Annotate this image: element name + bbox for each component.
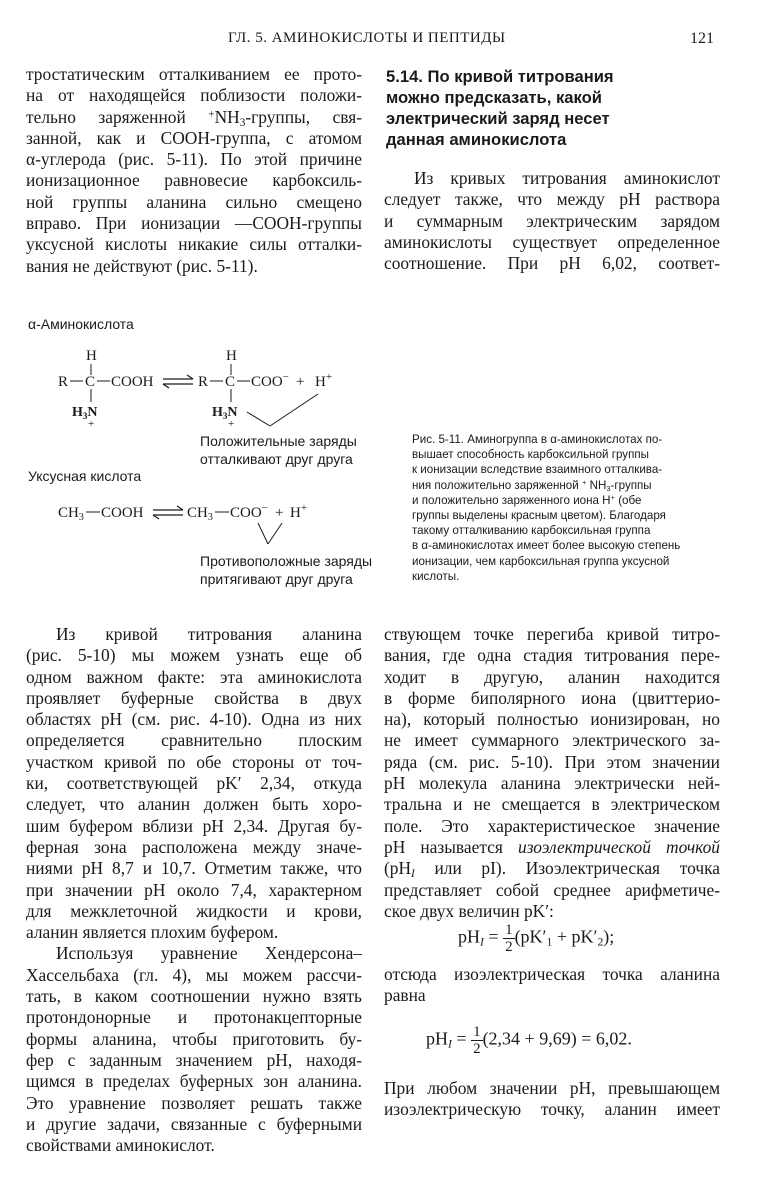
text-line: тростатическим отталкиванием ее прото- (26, 64, 362, 84)
plus-charge: + (228, 418, 235, 430)
plus-charge: + (88, 418, 95, 430)
text-line: следует также, что между pH раствора (384, 189, 720, 210)
text-line: Из кривых титрования аминокислот (414, 168, 720, 188)
text-line: ионизационное равновесие карбоксиль- (26, 170, 362, 191)
bottom-right-end (384, 1078, 720, 1121)
text-line: соотношение. При pH 6,02, соответ- (384, 253, 720, 274)
text-line: на от находящейся поблизости положи- (26, 85, 362, 106)
h-atom: H (226, 348, 237, 364)
text-line: определяется сравнительно плоским (26, 730, 362, 751)
text-line: Это уравнение позволяет решать также (26, 1092, 362, 1113)
running-header: ГЛ. 5. АМИНОКИСЛОТЫ И ПЕПТИДЫ (228, 30, 506, 46)
h-ion: H+ (315, 371, 333, 390)
text-line: Из кривой титрования аланина (56, 624, 362, 644)
positive-charges-label: Положительные заряды отталкивают друг друга (200, 433, 357, 467)
text-line: областях pH (см. рис. 4-10). Одна из них (26, 709, 362, 730)
text-line: аминокислоты существует определенное (384, 231, 720, 252)
text-line: вания, где одна стадия титрования пере- (384, 645, 720, 666)
ch3-group: $CH_3$ (58, 505, 84, 523)
text-line: и суммарным электрическим зарядом (384, 210, 720, 231)
text-line: занной, как и COOH-группа, с атомом (26, 127, 362, 148)
text-line: формы аланина, чтобы приготовить бу- (26, 1028, 362, 1049)
h3n-group: $H_3N$ (212, 405, 238, 421)
text-line: ствующем точке перегиба кривой титро- (384, 624, 720, 644)
cooh-group: COOH (111, 374, 154, 390)
coo-group: COO− (230, 502, 268, 521)
text-line: ферная зона расположена между значе- (26, 836, 362, 857)
text-line: (рис. 5-10) мы можем узнать еще об (26, 645, 362, 666)
text-line: аланин является плохим буфером. (26, 922, 279, 943)
text-line: изоэлектрическую точку, аланин имеет (384, 1099, 720, 1120)
text-line: ниями pH 8,7 и 10,7. Отметим также, что (26, 858, 362, 879)
text-line: pH молекула аланина электрически ней- (384, 773, 720, 794)
cooh-group: COOH (101, 505, 144, 521)
h-atom: H (86, 348, 97, 364)
text-line: свойствами аминокислот. (26, 1135, 215, 1156)
isoelectric-formula: $pH_I$ = $\frac{1}{2}$ $(pK'_1 + pK'_2)$; (458, 922, 615, 955)
bottom-left-column (26, 624, 362, 1156)
text-line: ское двух величин pK′: (384, 900, 554, 921)
text-line: на), который полностью ионизирован, но (384, 709, 720, 730)
text-line: вания не действуют (рис. 5-11). (26, 255, 258, 276)
text-line: уксусной кислоты никакие силы отталки- (26, 234, 362, 255)
text-line: участком кривой по обе стороны от точ- (26, 751, 362, 772)
text-line: При любом значении pH, превышающем (384, 1078, 720, 1098)
text-line: поле. Это характеристическое значение (384, 815, 720, 836)
text-line: ряда (см. рис. 5-10). При этом значении (384, 751, 720, 772)
text-line: pH называется изоэлектрической точкой (384, 836, 720, 857)
text-line: проявляет буферные свойства в двух (26, 687, 362, 708)
bottom-right-column (384, 624, 720, 922)
alanine-pi-formula: $pH_I$ = $\frac{1}{2}$ (2,34 + 9,69) = 6,02. (426, 1024, 632, 1057)
top-right-column (384, 168, 720, 274)
figure-caption: Рис. 5-11. Аминогруппа в α-аминокислотах по- вышает способность карбоксильной группы к ионизации вследствие взаимного отталкива- ния положительно заряженной + $NH_3$-группы и положительно заряженного иона H+ (обе группы выделены красным цветом). Благодаря такому отталкиванию карбоксильная группа в α-аминокислотах имеет более высокую степень ионизации, чем карбоксильная группа уксусной кислоты. (412, 433, 681, 583)
bottom-right-middle (384, 964, 720, 1007)
text-line: протондонорные и протонакцепторные (26, 1007, 362, 1028)
opposite-charges-label: Противоположные заряды притягивают друг друга (200, 553, 373, 587)
alpha-aminoacid-label: α-Аминокислота (28, 316, 134, 332)
text-line: представляет собой среднее арифметиче- (384, 879, 720, 900)
text-line: тать, в каком соотношении нужно взять (26, 986, 362, 1007)
isoelectric-point-term: изоэлектрической точкой (518, 836, 720, 857)
text-line: следует, что аланин должен быть хоро- (26, 794, 362, 815)
text-line: равна (384, 985, 426, 1006)
alpha-carbon: C (85, 374, 96, 390)
top-left-column (26, 64, 362, 277)
text-line: не имеет суммарного электрического за- (384, 730, 720, 751)
text-line: ки, соответствующей pK′ 2,34, откуда (26, 773, 362, 794)
text-line: вправо. При ионизации —COOH-группы (26, 213, 362, 234)
h3n-group: $H_3N$ (72, 405, 98, 421)
text-line: тральна и не смещается в электрическом (384, 794, 720, 815)
text-line: и другие задачи, связанные с буферными (26, 1113, 362, 1134)
text-line: α-углерода (рис. 5-11). По этой причине (26, 149, 362, 170)
r-group: R (198, 374, 209, 390)
text-line: одном важном факте: эта аминокислота (26, 666, 362, 687)
h-ion: H+ (290, 502, 308, 521)
r-group: R (58, 374, 69, 390)
plus-sign: + (275, 505, 284, 521)
acetic-acid-label: Уксусная кислота (28, 468, 142, 484)
text-line: отсюда изоэлектрическая точка аланина (384, 964, 720, 984)
text-line: щимся в пределах буферных зон аланина. (26, 1071, 362, 1092)
alpha-carbon: C (225, 374, 236, 390)
text-line: для межклеточной жидкости и крови, (26, 900, 362, 921)
coo-group: COO− (251, 371, 289, 390)
text-line: Используя уравнение Хендерсона– (56, 943, 362, 964)
plus-sign: + (296, 374, 305, 390)
ch3-group: $CH_3$ (187, 505, 213, 523)
text-line: тельно заряженной $^+NH_3$-группы, свя- (26, 106, 362, 129)
text-line: при значении pH около 7,4, характерном (26, 879, 362, 900)
text-line: ной группы аланина сильно смещено (26, 191, 362, 212)
text-line: шим буфером вблизи pH 2,34. Другая бу- (26, 815, 362, 836)
page-number: 121 (690, 30, 714, 47)
text-line: Хассельбаха (гл. 4), мы можем рассчи- (26, 964, 362, 985)
text-line: фер с заданным значением pH, находя- (26, 1049, 362, 1070)
text-line: ходит в другую, аланин находится (384, 666, 720, 687)
section-heading: 5.14. По кривой титрования можно предсказать, какой электрический заряд несет данная аминокислота (386, 67, 614, 149)
text-line: ($pH_I$ или pI). Изоэлектрическая точка (384, 858, 720, 881)
text-line: в форме биполярного иона (цвиттерио- (384, 687, 720, 708)
